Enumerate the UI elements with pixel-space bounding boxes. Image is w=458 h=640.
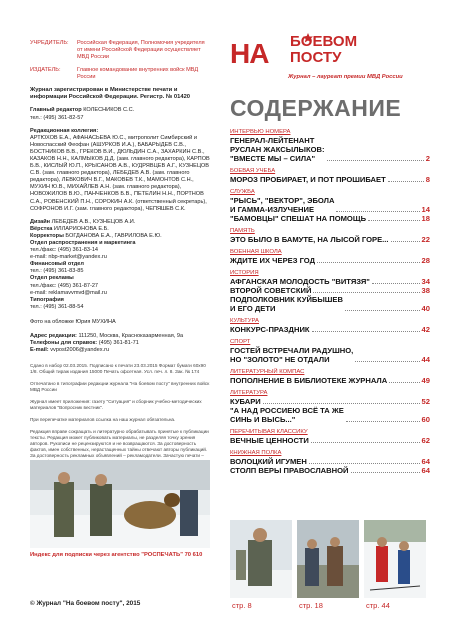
toc-leader-dots [388,181,424,182]
toc-entry[interactable] [230,466,430,475]
caption-2: стр. 18 [299,601,323,610]
toc-entry-title: ВЕЧНЫЕ ЦЕННОСТИ [230,436,309,445]
toc-entry[interactable] [230,397,430,406]
board-heading: Редакционная коллегия: [30,127,99,134]
toc-leader-dots [346,421,420,422]
toc-leader-dots [336,211,419,212]
toc-entry[interactable] [230,175,430,184]
toc-entry[interactable] [230,214,430,223]
toc-entry[interactable] [230,286,430,295]
toc-entry-page: 14 [421,205,430,214]
toc-section-heading: ЛИТЕРАТУРА [230,390,268,396]
toc-entry-page: 2 [425,154,430,163]
caption-3: стр. 44 [366,601,390,610]
toc-entry-title: КОНКУРС-ПРАЗДНИК [230,325,310,334]
toc-leader-dots [327,160,424,161]
finance-label: Финансовый отдел [30,261,84,268]
toc-entry-title: ПОДПОЛКОВНИК КУЙБЫШЕВ И ЕГО ДЕТИ [230,295,343,313]
board-members: АРТЮХОВ Е.А., АФАНАСЬЕВА Ю.С., митрополит Симбирский и Новоспасский Феофан (АШУРКОВ И.А.), БАБАРЫДЕВ С.В., БОСТНИКОВ В.В., ГРЕКОВ В.И., ДЮЛЬДИН С.А., ЗАХАРКИН С.В., КАЗАКОВ Н.Н., КАЛМЫКОВ Д.Д. (зам. главного редактора), КАРПОВ Б.В., КИСЛЫЙ Ю.П., КРЫСАНОВ А.В., КУДРЯВЦЕВ А.Г., КУЗНЕЦОВ С.В. (зам. главного редактора), ЛЕБЕДЕВ А.В. (зам. главного редактора), ЛЕВКОВИЧ В.Г., МАКОВЕВ Т.К., МАМОНТОВ С.Н., МУХИН Ю.В., МИХАЙЛЕВ А.Н. (зам. главного редактора), НОВОЖИЛОВ В.Ю., ПАНЧЕНКОВ Б.В., ПЕТЕЛИН Н.Н., ПОРТНОВ С.А., РОВЕНСКИЙ П.Н., СОРОКИН А.К. (ответственный секретарь), СОФРОНОВ И.Г. (зам. главного редактора), ЧЕПЯШЕВ С.К. [30,134,210,212]
address-block [30,333,210,355]
toc-section-heading: СПОРТ [230,339,251,345]
toc-entry-title: ВТОРОЙ СОВЕТСКИЙ [230,286,312,295]
ads-phone: тел./факс: (495) 361-87-27 [30,282,99,289]
finance-phone: тел.: (495) 361-83-85 [30,268,84,275]
address-value: 111250, Москва, Красноказарменная, 9а [78,332,184,339]
chief-editor-block [30,107,210,121]
printed-at: Отпечатано в типографии редакции журнала "На боевом посту" внутренних войск МВД России [30,380,210,392]
toc-section-heading: ВОЕННАЯ ШКОЛА [230,249,282,255]
subscription-index: Индекс для подписки через агентство "РОСПЕЧАТЬ" 70 610 [30,552,203,558]
correctors-value: БОГДАНОВА Е.А., ГАВРИЛОВА Е.Ю. [65,232,162,239]
staff-block [30,219,210,311]
toc-entry-page: 60 [421,415,430,424]
toc-entry-title: ЖДИТЕ ИХ ЧЕРЕЗ ГОД [230,256,315,265]
distribution-label: Отдел распространения и маркетинга [30,240,136,247]
toc-entry-title: "А НАД РОССИЕЮ ВСЁ ТА ЖЕ СИНЬ И ВЫСЬ..." [230,406,344,424]
toc-entry[interactable] [230,196,430,214]
publisher-value: Главное командование внутренних войск МВД России [77,66,199,80]
phones-label: Телефоны для справок: [30,340,98,347]
toc-entry[interactable] [230,277,430,286]
toc-entry-page: 52 [421,397,430,406]
toc-entry-page: 49 [421,376,430,385]
supplements: Журнал имеет приложения: газету "Ситуация" и сборник учебно-методических материалов "Вопросник вестник". [30,398,202,410]
toc-entry[interactable] [230,376,430,385]
toc-section-heading: ИСТОРИЯ [230,270,259,276]
toc-leader-dots [345,310,420,311]
toc-entry-page: 38 [421,286,430,295]
email-value: vvpost2006@yandex.ru [50,347,110,354]
magazine-logo [230,30,430,88]
toc-entry[interactable] [230,295,430,313]
ads-email: e-mail: reklamavvmvd@mail.ru [30,289,107,296]
toc-entry-page: 64 [421,457,430,466]
photo-skiers-page-44 [364,520,426,598]
toc-section-heading: БОЕВАЯ УЧЕБА [230,168,276,174]
print-label: Типография [30,296,64,303]
toc-entry-title: ПОПОЛНЕНИЕ В БИБЛИОТЕКЕ ЖУРНАЛА [230,376,388,385]
photo-rescue-page-18 [297,520,359,598]
toc-entry-title: МОРОЗ ПРОБИРАЕТ, И ПОТ ПРОШИБАЕТ [230,175,386,184]
toc-entry-page: 62 [421,436,430,445]
toc-section-heading: КУЛЬТУРА [230,318,259,324]
toc-entry-page: 18 [421,214,430,223]
distribution-email: e-mail: nbp-market@yandex.ru [30,254,107,261]
toc-entry[interactable] [230,457,430,466]
toc-section-heading: СЛУЖБА [230,189,255,195]
toc-leader-dots [368,220,420,221]
email-label: E-mail: [30,347,49,354]
toc-entry-page: 42 [421,325,430,334]
toc-section-heading: ИНТЕРВЬЮ НОМЕРА [230,129,291,135]
chief-phone: тел.: (495) 361-82-57 [30,114,84,121]
copyright: © Журнал "На боевом посту", 2015 [30,600,141,607]
logo-postu: ПОСТУ [290,49,342,66]
toc-leader-dots [351,472,420,473]
toc-entry-title: ГОСТЕЙ ВСТРЕЧАЛИ РАДУШНО, НО "ЗОЛОТО" НЕ ОТДАЛИ [230,346,354,364]
toc-entry[interactable] [230,436,430,445]
toc-entry-title: ВОЛОЦКИЙ ИГУМЕН [230,457,307,466]
print-phone: тел.: (495) 361-88-54 [30,303,84,310]
toc-leader-dots [391,241,420,242]
logo-na: НА [230,38,269,69]
toc-leader-dots [313,292,419,293]
toc-leader-dots [311,442,420,443]
soldiers-with-dog-photo [30,460,210,548]
toc-entry-title: СТОЛП ВЕРЫ ПРАВОСЛАВНОЙ [230,466,349,475]
correctors-label: Корректоры [30,232,64,239]
toc-leader-dots [309,463,420,464]
toc-entry-page: 40 [421,304,430,313]
toc-entry-title: АФГАНСКАЯ МОЛОДОСТЬ "ВИТЯЗЯ" [230,277,370,286]
toc-section-heading: ПАМЯТЬ [230,228,255,234]
toc-entry[interactable] [230,256,430,265]
design-label: Дизайн [30,218,51,225]
toc-entry[interactable] [230,346,430,364]
publisher-row [30,67,210,81]
distribution-phone: тел./факс: (495) 361-83-14 [30,247,99,254]
toc-entry[interactable] [230,136,430,163]
toc-entry[interactable] [230,406,430,424]
logo-tagline: Журнал – лауреат премии МВД России [288,74,403,80]
caption-1: стр. 8 [232,601,252,610]
layout-value: ИЛЛАРИОНОВА Е.Б. [53,225,109,232]
toc-leader-dots [355,361,419,362]
registration-text: Журнал зарегистрирован в Министерстве печати и информации Российской Федерации. Регистр. № 01420 [30,87,191,101]
toc-section-heading: ЛИТЕРАТУРНЫЙ КОМПАС [230,369,305,375]
toc-leader-dots [389,382,419,383]
toc-section-heading: КНИЖНАЯ ПОЛКА [230,450,282,456]
phones-value: (495) 361-81-71 [98,340,139,347]
table-of-contents [230,124,430,475]
toc-entry-page: 8 [425,175,430,184]
toc-entry-page: 34 [421,277,430,286]
chief-heading: Главный редактор [30,107,82,114]
cover-photo-note: Фото на обложке Юрия МУХИНА [30,318,116,325]
toc-entry[interactable] [230,235,430,244]
toc-entry-page: 28 [421,256,430,265]
editorial-rights: Редакция вправе сокращать и литературно обрабатывать принятые к публикации тексты. Редакция может публиковать материалы, не разделяя точку зрения авторов. Рукописи не рецензируются и не возвращаются. За достоверность фактов, имен собственных, нерастащенных тайны отвечают авторы публикаций. За достоверность рекламных объявлений – рекламодатели. Зачастую печати – [30,428,209,458]
toc-leader-dots [317,262,420,263]
founder-label: УЧРЕДИТЕЛЬ: [30,40,69,46]
publisher-label: ИЗДАТЕЛЬ: [30,66,61,73]
toc-entry-page: 44 [421,355,430,364]
toc-leader-dots [312,331,420,332]
photo-soldier-page-8 [230,520,292,598]
layout-label: Вёрстка [30,225,53,232]
imprint-column [30,40,210,465]
contents-title: СОДЕРЖАНИЕ [230,95,402,121]
ads-label: Отдел рекламы [30,275,74,282]
editorial-board-block [30,128,210,213]
toc-leader-dots [372,283,420,284]
toc-entry-page: 64 [421,466,430,475]
founder-value: Российская Федерация, Полномочия учредителя от имени Российской Федерации осуществляет МВД России [77,40,205,61]
toc-entry-title: "БАМОВЦЫ" СПЕШАТ НА ПОМОЩЬ [230,214,367,223]
toc-section-heading: ПЕРЕЧИТЫВАЯ КЛАССИКУ [230,429,308,435]
chief-name: КОЛЕСНИКОВ С.С. [83,107,135,114]
toc-entry-page: 22 [421,235,430,244]
print-info: Сдано в набор 02.03.2015. Подписано к печати 23.03.2015 Формат бумаги 60x90 1/8. Общий тираж издания 15000 Печать офсетная. Усл. печ. л. 8. Зак. № 174 [30,362,206,374]
toc-entry-title: ГЕНЕРАЛ-ЛЕЙТЕНАНТ РУСЛАН ЖАКСЫЛЫКОВ: "ВМЕСТЕ МЫ – СИЛА" [230,136,325,163]
reprint-note: При перепечатке материалов ссылка на наш журнал обязательна. [30,416,176,422]
design-value: ЛЕБЕДЕВ А.В., КУЗНЕЦОВ А.И. [51,218,136,225]
toc-entry-title: ЭТО БЫЛО В БАМУТЕ, НА ЛЫСОЙ ГОРЕ... [230,235,389,244]
toc-entry-title: "РЫСЬ", "ВЕКТОР", ЭБОЛА И ГАММА-ИЗЛУЧЕНИЕ [230,196,335,214]
address-label: Адрес редакции: [30,332,77,339]
logo-boevom: БОЕВОМ [290,33,358,50]
toc-leader-dots [263,403,420,404]
toc-entry[interactable] [230,325,430,334]
founder-row [30,40,210,62]
toc-entry-title: КУБАРИ [230,397,261,406]
